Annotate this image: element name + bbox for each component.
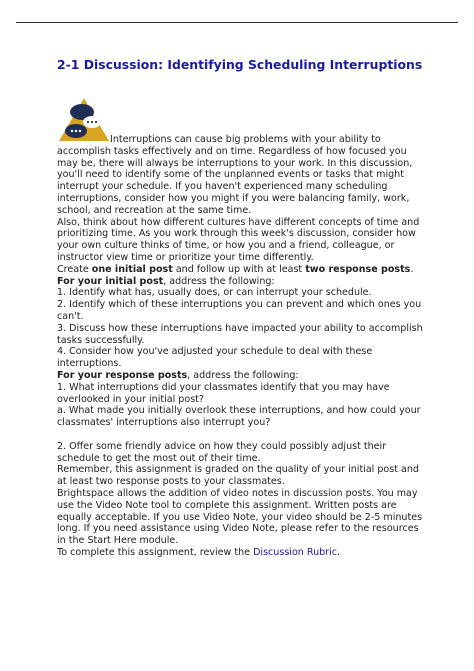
create-instruction: Create one initial post and follow up with at least two response posts. — [57, 263, 414, 275]
grading-note: Remember, this assignment is graded on the quality of your initial post and at least two response posts to your classmates. — [57, 464, 419, 488]
page-title: 2-1 Discussion: Identifying Scheduling Interruptions — [57, 57, 423, 72]
response-item: 1. What interruptions did your classmates identify that you may have overlooked in your initial post? — [57, 381, 390, 405]
initial-item: 2. Identify which of these interruptions you can prevent and which ones you can't. — [57, 299, 422, 322]
initial-item: 1. Identify what has, usually does, or can interrupt your schedule. — [57, 287, 372, 299]
spacer — [57, 429, 427, 441]
response-posts-heading: For your response posts, address the following: — [57, 369, 299, 381]
culture-paragraph: Also, think about how different cultures have different concepts of time and prioritizing time. As you work through this week's discussion, consider how your own culture thinks of time, or how you and a friend, colleague, or instructor view time or prioritize your time differently. — [57, 216, 420, 263]
response-subitem: a. What made you initially overlook these interruptions, and how could your classmates' interruptions also interrupt you? — [57, 405, 421, 429]
rubric-instruction: To complete this assignment, review the Discussion Rubric. — [57, 546, 341, 558]
intro-paragraph: Interruptions can cause big problems with your ability to accomplish tasks effectively and on time. Regardless of how focused you may be, there will always be interruptions to your work. In this discussion, you'll need to identify some of the unplanned events or tasks that might interrupt your schedule. If you haven't experienced many scheduling interruptions, consider how you might if you were balancing family, work, school, and recreation at the same time. — [57, 134, 413, 216]
top-divider — [16, 22, 458, 23]
initial-item: 4. Consider how you've adjusted your schedule to deal with these interruptions. — [57, 346, 373, 370]
video-note-paragraph: Brightspace allows the addition of video notes in discussion posts. You may use the Video Note tool to complete this assignment. Written posts are equally acceptable. If you use Video Note, your video should be 2-5 minutes long. If you need assistance using Video Note, please refer to the resources in the Start Here module. — [57, 487, 423, 547]
initial-item: 3. Discuss how these interruptions have impacted your ability to accomplish tasks successfully. — [57, 322, 423, 346]
discussion-rubric-link[interactable]: Discussion Rubric — [253, 546, 338, 558]
discussion-instructions — [57, 134, 427, 559]
response-item: 2. Offer some friendly advice on how they could possibly adjust their schedule to get the most out of their time. — [57, 440, 387, 464]
initial-post-heading: For your initial post, address the following: — [57, 275, 275, 287]
